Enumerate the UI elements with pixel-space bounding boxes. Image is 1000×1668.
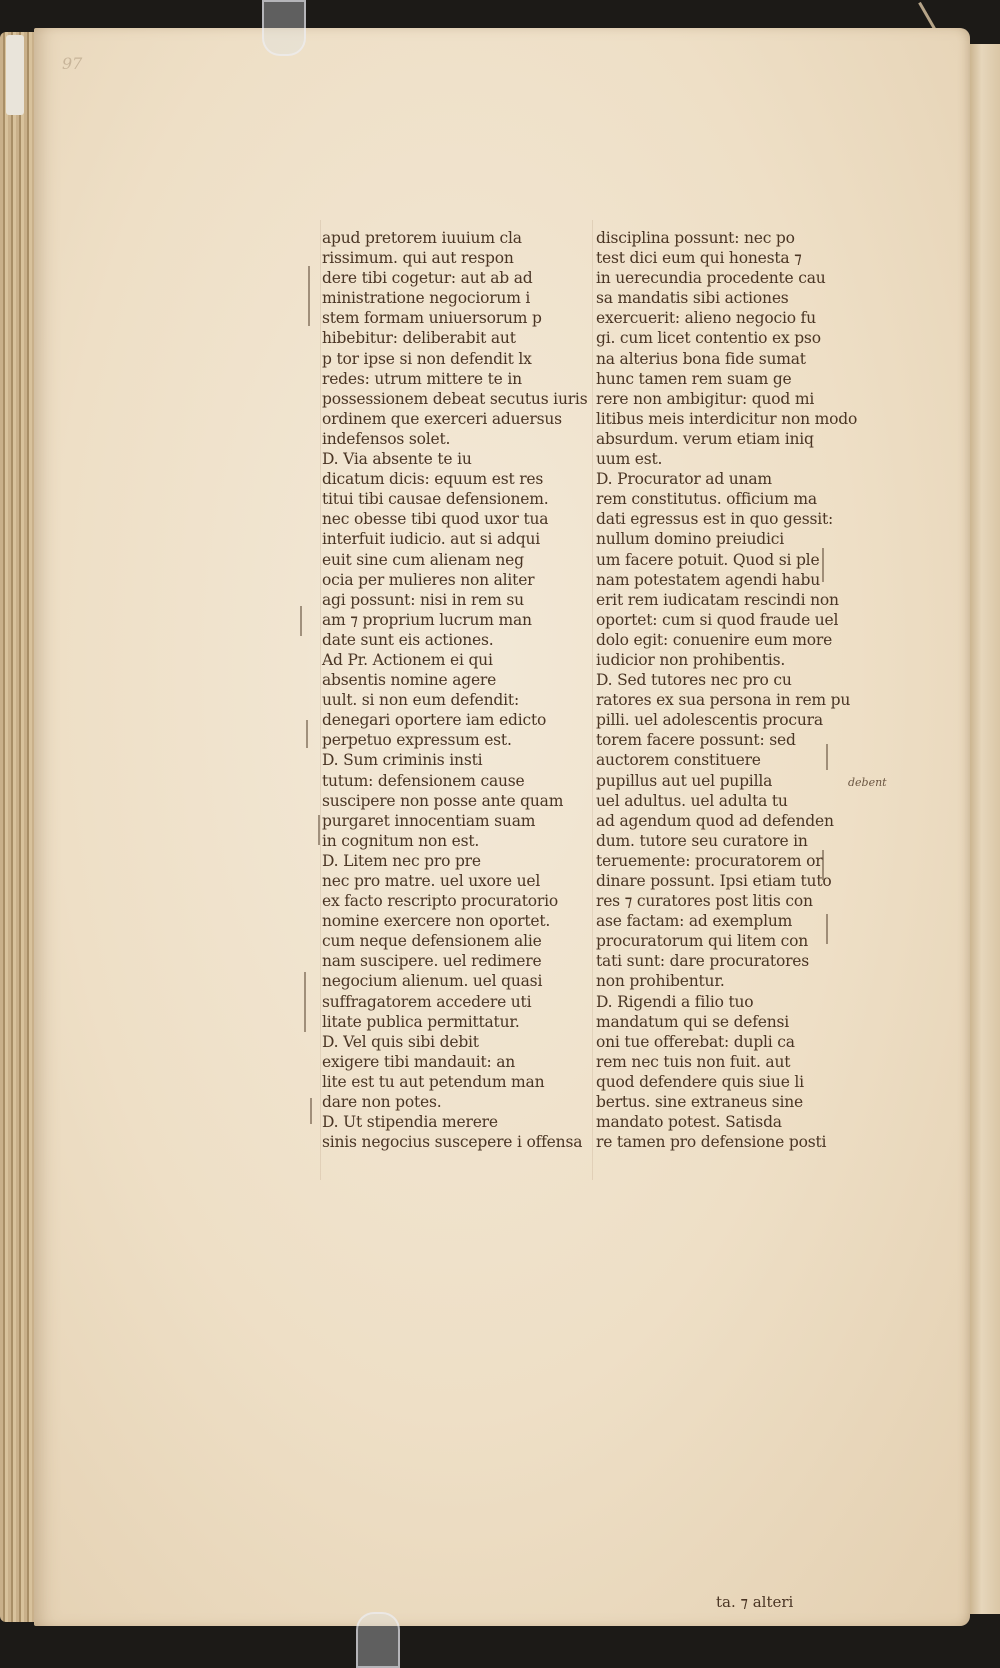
text-line: suscipere non posse ante quam xyxy=(322,791,564,810)
flyleaf-tab xyxy=(6,35,24,115)
text-line: D. Litem nec pro pre xyxy=(322,851,481,870)
text-line: cum neque defensionem alie xyxy=(322,932,542,951)
text-line: interfuit iudicio. aut si adqui xyxy=(322,530,540,549)
text-line: litibus meis interdicitur non modo xyxy=(596,409,858,428)
text-line: dare non potes. xyxy=(322,1093,442,1112)
text-line: D. Ut stipendia merere xyxy=(322,1113,498,1132)
text-line: re tamen pro defensione posti xyxy=(596,1133,827,1152)
text-line: agi possunt: nisi in rem su xyxy=(322,590,524,609)
text-line: redes: utrum mittere te in xyxy=(322,369,522,388)
text-line: test dici eum qui honesta ⁊ xyxy=(596,249,802,268)
clip-bottom xyxy=(356,1612,400,1668)
text-line: um facere potuit. Quod si ple xyxy=(596,550,820,569)
text-line: Ad Pr. Actionem ei qui xyxy=(322,650,493,669)
text-line: possessionem debeat secutus iuris xyxy=(322,389,588,408)
text-line: am ⁊ proprium lucrum man xyxy=(322,610,532,629)
text-line: bertus. sine extraneus sine xyxy=(596,1093,803,1112)
text-line: ad agendum quod ad defenden xyxy=(596,811,834,830)
text-line: euit sine cum alienam neg xyxy=(322,550,524,569)
text-line: rem nec tuis non fuit. aut xyxy=(596,1052,791,1071)
clip-top xyxy=(262,0,306,56)
text-line: negocium alienum. uel quasi xyxy=(322,972,543,991)
text-line: iudicior non prohibentis. xyxy=(596,650,786,669)
text-line: D. Rigendi a filio tuo xyxy=(596,992,754,1011)
text-line: denegari oportere iam edicto xyxy=(322,711,547,730)
folio-number: 97 xyxy=(62,54,83,73)
text-line: torem facere possunt: sed xyxy=(596,731,796,750)
text-line: p tor ipse si non defendit lx xyxy=(322,349,532,368)
text-line: ex facto rescripto procuratorio xyxy=(322,892,559,911)
text-line: tutum: defensionem cause xyxy=(322,771,525,790)
text-line: ordinem que exerceri aduersus xyxy=(322,409,562,428)
text-line: mandato potest. Satisda xyxy=(596,1113,782,1132)
text-line: ase factam: ad exemplum xyxy=(596,912,793,931)
text-line: apud pretorem iuuium cla xyxy=(322,229,522,247)
text-line: rem constitutus. officium ma xyxy=(596,490,817,509)
text-line: sinis negocius suscepere i offensa xyxy=(322,1133,583,1152)
catchword: ta. ⁊ alteri xyxy=(716,1593,794,1611)
text-line: pupillus aut uel pupilla xyxy=(596,771,773,790)
margin-bracket xyxy=(318,815,320,845)
text-line: nullum domino preiudici xyxy=(596,530,784,549)
text-line: in cognitum non est. xyxy=(322,831,480,850)
text-line: disciplina possunt: nec po xyxy=(596,229,795,247)
text-line: nec pro matre. uel uxore uel xyxy=(322,872,541,890)
text-line: uel adultus. uel adulta tu xyxy=(596,791,788,810)
text-line: uum est. xyxy=(596,450,663,469)
text-line: exercuerit: alieno negocio fu xyxy=(596,309,816,328)
text-line: dum. tutore seu curatore in xyxy=(596,831,808,850)
text-line: non prohibentur. xyxy=(596,972,725,991)
text-line: purgaret innocentiam suam xyxy=(322,811,536,830)
margin-bracket xyxy=(306,720,308,748)
text-line: D. Procurator ad unam xyxy=(596,470,772,489)
margin-bracket xyxy=(310,1098,312,1124)
text-line: erit rem iudicatam rescindi non xyxy=(596,590,839,609)
text-line: dati egressus est in quo gessit: xyxy=(596,510,834,529)
text-line: ministratione negociorum i xyxy=(322,289,531,308)
text-line: sa mandatis sibi actiones xyxy=(596,289,789,308)
text-line: perpetuo expressum est. xyxy=(322,731,512,750)
text-line: hunc tamen rem suam ge xyxy=(596,369,792,388)
text-line: titui tibi causae defensionem. xyxy=(322,490,549,509)
text-line: gi. cum licet contentio ex pso xyxy=(596,329,821,348)
text-line: D. Sed tutores nec pro cu xyxy=(596,671,792,690)
text-line: litate publica permittatur. xyxy=(322,1012,520,1031)
text-line: exigere tibi mandauit: an xyxy=(322,1052,516,1071)
text-line: mandatum qui se defensi xyxy=(596,1012,790,1031)
text-line: in uerecundia procedente cau xyxy=(596,269,826,288)
text-line: quod defendere quis siue li xyxy=(596,1072,804,1091)
text-line: procuratorum qui litem con xyxy=(596,932,809,951)
text-line: oni tue offerebat: dupli ca xyxy=(596,1032,795,1051)
text-line: absurdum. verum etiam iniq xyxy=(596,429,814,448)
text-line: date sunt eis actiones. xyxy=(322,630,494,649)
text-line: res ⁊ curatores post litis con xyxy=(596,892,813,911)
right-page-edge xyxy=(966,44,1000,1614)
margin-annotation: debent xyxy=(848,776,887,789)
text-line: indefensos solet. xyxy=(322,429,451,448)
text-line: D. Via absente te iu xyxy=(322,450,472,469)
margin-bracket xyxy=(308,266,310,326)
text-column-right xyxy=(596,228,858,1152)
text-line: pilli. uel adolescentis procura xyxy=(596,711,823,730)
text-line: dolo egit: conuenire eum more xyxy=(596,630,833,649)
margin-bracket xyxy=(304,972,306,1032)
text-line: absentis nomine agere xyxy=(322,671,497,690)
text-line: D. Sum criminis insti xyxy=(322,751,483,770)
text-line: stem formam uniuersorum p xyxy=(322,309,542,328)
text-line: oportet: cum si quod fraude uel xyxy=(596,610,839,629)
text-line: ratores ex sua persona in rem pu xyxy=(596,691,851,710)
ruling-line xyxy=(592,220,593,1180)
text-line: suffragatorem accedere uti xyxy=(322,992,532,1011)
text-line: na alterius bona fide sumat xyxy=(596,349,806,368)
text-line: lite est tu aut petendum man xyxy=(322,1072,545,1091)
text-line: dinare possunt. Ipsi etiam tuto xyxy=(596,872,832,890)
ruling-line xyxy=(320,220,321,1180)
text-line: nam potestatem agendi habu xyxy=(596,570,821,589)
text-line: nomine exercere non oportet. xyxy=(322,912,551,931)
margin-bracket xyxy=(300,606,302,636)
text-line: teruemente: procuratorem or xyxy=(596,851,823,870)
text-line: ocia per mulieres non aliter xyxy=(322,570,535,589)
text-line: hibebitur: deliberabit aut xyxy=(322,329,516,348)
text-line: D. Vel quis sibi debit xyxy=(322,1032,479,1051)
text-line: rissimum. qui aut respon xyxy=(322,249,514,268)
text-line: auctorem constituere xyxy=(596,751,761,770)
text-line: dicatum dicis: equum est res xyxy=(322,470,544,489)
text-line: tati sunt: dare procuratores xyxy=(596,952,810,971)
text-line: nam suscipere. uel redimere xyxy=(322,952,542,971)
text-line: rere non ambigitur: quod mi xyxy=(596,389,815,408)
text-column-left xyxy=(322,228,588,1152)
text-line: nec obesse tibi quod uxor tua xyxy=(322,510,549,529)
text-line: uult. si non eum defendit: xyxy=(322,691,519,710)
text-line: dere tibi cogetur: aut ab ad xyxy=(322,269,533,288)
